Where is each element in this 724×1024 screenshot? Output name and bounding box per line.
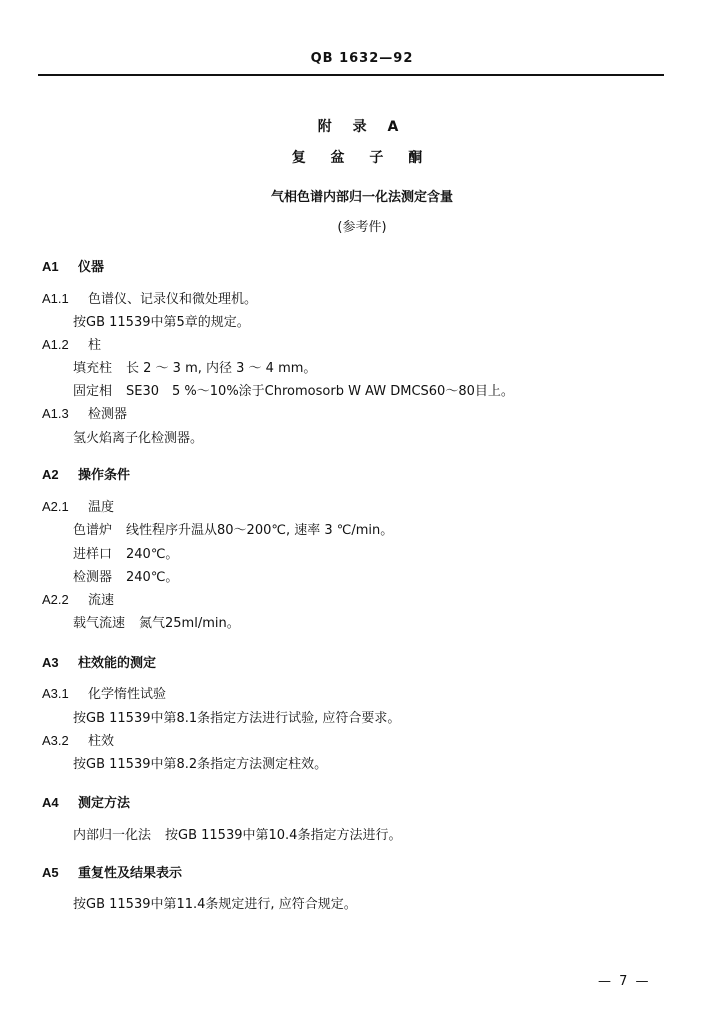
- item-text: 线性程序升温从80～200℃, 速率 3 ℃/min。: [126, 523, 394, 538]
- item-text: SE30 5 %～10%涂于Chromosorb W AW DMCS60～80目上。: [126, 384, 514, 399]
- item-label: 固定相: [73, 384, 113, 399]
- standard-code: QB 1632—92: [310, 51, 414, 66]
- item-label: 进样口: [73, 547, 113, 562]
- section-title: 柱效: [88, 734, 115, 749]
- section-title: 操作条件: [78, 468, 131, 483]
- oven-temperature-line: [73, 519, 393, 538]
- section-a2-heading: [42, 464, 130, 483]
- section-a1-3-heading: [42, 403, 127, 422]
- item-label: 填充柱: [73, 361, 113, 376]
- method-label: 内部归一化法: [73, 828, 152, 843]
- section-number: A2.2: [42, 592, 69, 607]
- section-a4-heading: [42, 792, 130, 811]
- section-number: A1.1: [42, 291, 69, 306]
- section-a3-1-text: 按GB 11539中第8.1条指定方法进行试验, 应符合要求。: [73, 711, 401, 726]
- section-number: A2.1: [42, 499, 69, 514]
- section-a2-1-heading: [42, 496, 114, 515]
- section-title: 仪器: [78, 260, 105, 275]
- section-title: 柱: [88, 338, 102, 353]
- section-title: 色谱仪、记录仪和微处理机。: [88, 292, 258, 307]
- section-a5-text: 按GB 11539中第11.4条规定进行, 应符合规定。: [73, 897, 357, 912]
- header-rule: [38, 74, 664, 76]
- section-title: 重复性及结果表示: [78, 866, 183, 881]
- section-number: A1: [42, 259, 59, 274]
- item-text: 氮气25ml/min。: [139, 616, 240, 631]
- section-title: 柱效能的测定: [78, 656, 157, 671]
- section-number: A5: [42, 865, 59, 880]
- section-number: A2: [42, 467, 59, 482]
- item-text: 240℃。: [126, 570, 179, 585]
- detector-temperature-line: [73, 566, 178, 585]
- method-text: 按GB 11539中第10.4条指定方法进行。: [165, 828, 402, 843]
- section-a1-heading: [42, 256, 104, 275]
- item-label: 色谱炉: [73, 523, 113, 538]
- section-number: A4: [42, 795, 59, 810]
- product-title: 复 盆 子 酮: [291, 150, 433, 166]
- section-a3-1-heading: [42, 683, 166, 702]
- section-a1-2-heading: [42, 334, 101, 353]
- section-number: A3.2: [42, 733, 69, 748]
- section-number: A1.3: [42, 406, 69, 421]
- item-text: 240℃。: [126, 547, 179, 562]
- item-label: 载气流速: [73, 616, 126, 631]
- stationary-phase-line: [73, 380, 514, 399]
- section-a3-2-text: 按GB 11539中第8.2条指定方法测定柱效。: [73, 757, 328, 772]
- section-title: 检测器: [88, 407, 128, 422]
- section-title: 温度: [88, 500, 115, 515]
- section-a5-heading: [42, 862, 182, 881]
- section-title: 测定方法: [78, 796, 131, 811]
- section-a2-2-heading: [42, 589, 114, 608]
- appendix-title: 附 录 A: [317, 119, 407, 135]
- section-number: A3.1: [42, 686, 69, 701]
- section-a3-heading: [42, 652, 156, 671]
- page-number: — 7 —: [598, 974, 651, 989]
- section-a3-2-heading: [42, 730, 114, 749]
- section-a4-text: [73, 824, 401, 843]
- section-number: A3: [42, 655, 59, 670]
- section-title: 化学惰性试验: [88, 687, 167, 702]
- section-a1-1-heading: [42, 288, 257, 307]
- section-title: 流速: [88, 593, 115, 608]
- method-title: 气相色谱内部归一化法测定含量: [270, 190, 453, 205]
- section-a1-1-text: 按GB 11539中第5章的规定。: [73, 315, 250, 330]
- carrier-flow-line: [73, 612, 240, 631]
- section-a1-3-text: 氢火焰离子化检测器。: [73, 431, 204, 446]
- item-label: 检测器: [73, 570, 113, 585]
- section-number: A1.2: [42, 337, 69, 352]
- inlet-temperature-line: [73, 543, 178, 562]
- packing-column-line: [73, 357, 316, 376]
- item-text: 长 2 ～ 3 m, 内径 3 ～ 4 mm。: [126, 361, 317, 376]
- reference-note: (参考件): [337, 220, 387, 235]
